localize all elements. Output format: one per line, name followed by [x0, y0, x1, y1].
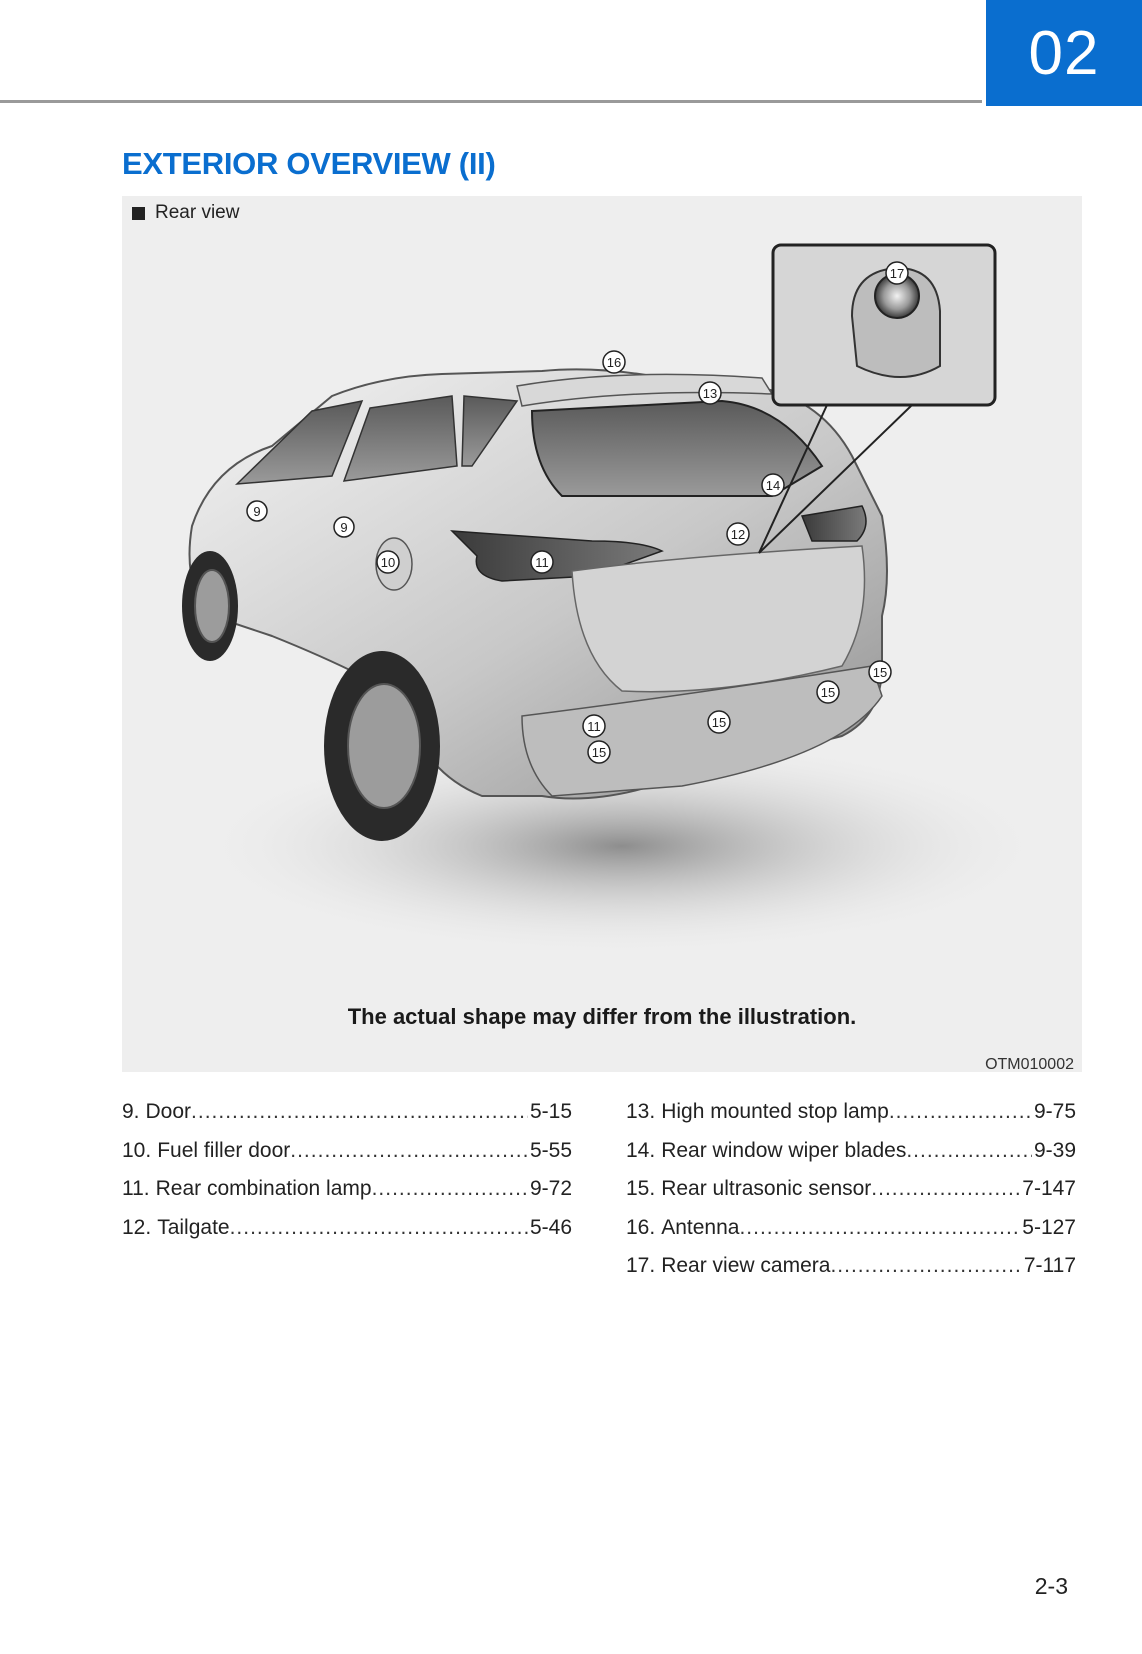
- svg-text:15: 15: [711, 715, 727, 730]
- page-number: 2-3: [1034, 1573, 1068, 1599]
- callout-12: [727, 523, 749, 545]
- svg-text:16: 16: [606, 355, 622, 370]
- svg-text:9: 9: [253, 504, 261, 519]
- svg-text:17: 17: [889, 266, 905, 281]
- index-page: 5-46: [529, 1215, 572, 1239]
- index-item: [122, 1139, 572, 1178]
- index-page: 9-39: [1033, 1138, 1076, 1162]
- tailgate-panel: [572, 546, 865, 692]
- figure-code: OTM010002: [985, 1056, 1074, 1072]
- figure-disclaimer: The actual shape may differ from the illustration.: [347, 1004, 857, 1029]
- callout-15b: [708, 711, 730, 733]
- index-page: 9-72: [529, 1177, 572, 1200]
- svg-text:9: 9: [340, 520, 348, 535]
- callout-16: [603, 351, 625, 373]
- wheel-rear-rim: [348, 684, 420, 808]
- callout-11a: [531, 551, 553, 573]
- component-index-right: [626, 1100, 1076, 1293]
- dot-leader: [191, 1100, 528, 1124]
- svg-text:15: 15: [820, 685, 836, 700]
- callout-14: [762, 474, 784, 496]
- svg-text:15: 15: [872, 665, 888, 680]
- index-number: 12.: [122, 1215, 152, 1239]
- dot-leader: [372, 1177, 528, 1201]
- callout-11b: [583, 715, 605, 737]
- index-item: [122, 1177, 572, 1216]
- index-page: 5-15: [529, 1100, 572, 1123]
- index-label: High mounted stop lamp: [661, 1100, 889, 1123]
- callout-13: [699, 382, 721, 404]
- dot-leader: [290, 1139, 528, 1163]
- index-item: [122, 1100, 572, 1139]
- header-rule: [0, 100, 982, 103]
- square-bullet-icon: [132, 207, 145, 220]
- svg-text:12: 12: [730, 527, 746, 542]
- callout-15a: [588, 741, 610, 763]
- index-number: 16.: [626, 1215, 656, 1239]
- dot-leader: [906, 1139, 1032, 1163]
- figure-label: [132, 202, 239, 224]
- index-number: 17.: [626, 1254, 656, 1277]
- index-number: 15.: [626, 1177, 656, 1200]
- dot-leader: [871, 1177, 1020, 1201]
- callout-15d: [869, 661, 891, 683]
- dot-leader: [739, 1216, 1020, 1240]
- index-item: [626, 1254, 1076, 1293]
- index-item: [122, 1216, 572, 1255]
- index-label: Antenna: [661, 1215, 740, 1239]
- index-label: Rear window wiper blades: [661, 1138, 907, 1162]
- dot-leader: [889, 1100, 1032, 1124]
- callout-9a: [247, 501, 267, 521]
- index-label: Door: [145, 1100, 192, 1123]
- rear-view-figure: [122, 196, 1082, 1072]
- callout-15c: [817, 681, 839, 703]
- index-number: 11.: [122, 1177, 150, 1200]
- svg-text:10: 10: [380, 555, 396, 570]
- index-label: Fuel filler door: [157, 1138, 291, 1162]
- index-number: 13.: [626, 1100, 656, 1123]
- svg-text:11: 11: [587, 719, 601, 734]
- chapter-tab: 02: [986, 0, 1142, 106]
- dot-leader: [230, 1216, 528, 1240]
- wheel-front-rim: [195, 570, 229, 642]
- index-page: 5-55: [529, 1138, 572, 1162]
- index-number: 10.: [122, 1138, 152, 1162]
- callout-9b: [334, 517, 354, 537]
- svg-text:11: 11: [535, 555, 549, 570]
- index-number: 9.: [122, 1100, 140, 1123]
- index-item: [626, 1139, 1076, 1178]
- index-item: [626, 1100, 1076, 1139]
- svg-text:15: 15: [591, 745, 607, 760]
- callout-10: [377, 551, 399, 573]
- index-number: 14.: [626, 1138, 656, 1162]
- vehicle-rear-illustration: [122, 196, 1082, 1072]
- figure-label-text: Rear view: [155, 202, 240, 223]
- index-item: [626, 1177, 1076, 1216]
- index-page: 9-75: [1033, 1100, 1076, 1123]
- index-label: Rear view camera: [661, 1254, 831, 1277]
- dot-leader: [830, 1254, 1021, 1278]
- component-index-left: [122, 1100, 572, 1254]
- index-label: Rear combination lamp: [155, 1177, 372, 1200]
- index-page: 5-127: [1022, 1215, 1076, 1239]
- index-label: Tailgate: [157, 1215, 230, 1239]
- index-label: Rear ultrasonic sensor: [661, 1177, 872, 1200]
- index-item: [626, 1216, 1076, 1255]
- index-page: 7-117: [1023, 1254, 1076, 1277]
- callout-17: [886, 262, 908, 284]
- page-title: EXTERIOR OVERVIEW (II): [122, 146, 496, 181]
- svg-text:13: 13: [702, 386, 718, 401]
- svg-text:14: 14: [765, 478, 781, 493]
- index-page: 7-147: [1022, 1177, 1076, 1200]
